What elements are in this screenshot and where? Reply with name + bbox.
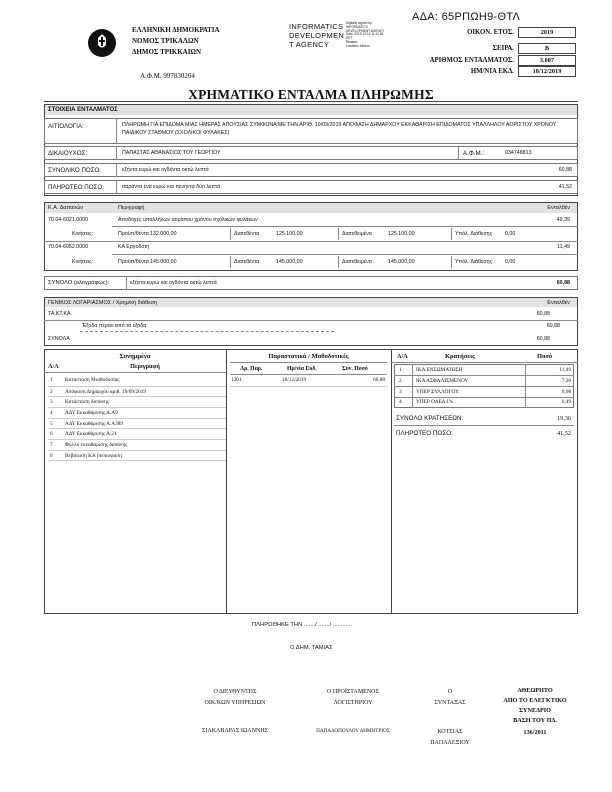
deduction-desc: ΥΠΕΡ ΣΥΛΛΟΓΟΥ: [416, 389, 459, 395]
diatetheneo-value: 145.000,00: [388, 259, 415, 265]
attachment-desc: Φύλλο εκκαθάρισης δαπάνης: [65, 442, 128, 449]
deductions-total-value: 19,36: [557, 415, 571, 422]
org-line-country: ΕΛΛΗΝΙΚΗ ΔΗΜΟΚΡΑΤΙΑ: [132, 26, 220, 34]
total-label: ΣΥΝΟΛΙΚΟ ΠΟΣΟ:: [48, 167, 102, 174]
dikaiouxos-label: ΔΙΚΑΙΟΥΧΟΣ:: [48, 150, 88, 157]
payments-title: Παραστατικά / Μαθοδοτικές: [268, 353, 349, 360]
signer-name: ΠΑΠΑΔΟΠΟΥΛΟΥ ΔΗΜΗΤΡΙΟΣ: [316, 728, 390, 734]
meta-value-series: Β: [518, 43, 576, 54]
expense-code: 70.04-6021.0000: [48, 217, 89, 223]
ledger-row-label: Έξοδα πέραν από τα εξοδα: [82, 323, 147, 329]
deduction-aa: 1: [399, 367, 402, 373]
signer-block: [410, 687, 490, 709]
attachment-aa: 4: [50, 410, 53, 417]
signer-line: DEVELOPMEN: [289, 31, 345, 40]
aitiologia-text: ΠΛΗΡΩΜΗ ΓΙΑ ΕΠΙΔΟΜΑ ΜΙΑΣ ΗΜΕΡΑΣ ΑΠΟΥΣΙΑΣ ΣΥΜΦΩΝΑ ΜΕ ΤΗΝ ΑΡΙΘ. 19/09/2019 ΑΠΟΦΑΣΗ ΔΗΜΑΡΧΟΥ ΕΚΚΑΘΑΡΙΣΗ ΕΠΙΔΟΜΑΤΟΣ ΥΠΑΛΛΗΛΟΥ ΑΟΡΙΣΤΟΥ ΧΡΟΝΟΥ ΠΑΙΔΙΚΟΥ ΣΤΑΘΜΟΥ (ΣΧΟΛΙΚΟΙ ΦΥΛΑΚΕΣ): [122, 122, 557, 136]
col-divider: [338, 256, 339, 268]
row-divider: [394, 397, 574, 398]
payable-label: ΠΛΗΡΩΤΕΟ ΠΟΣΟ:: [48, 184, 104, 191]
signer-block: [298, 687, 408, 709]
row-divider: [394, 386, 574, 387]
paid-date-line: ΠΛΗΡΩΘΗΚΕ ΤΗΝ ......./ ......./ ............: [252, 622, 353, 628]
panel-divider: [226, 349, 227, 614]
expense-desc: ΚΑ Εργοδότη: [118, 244, 150, 250]
signer-name: ΠΑΠΑΛΕΞΙΟΥ: [430, 740, 470, 746]
ypol-value: 0,00: [505, 231, 516, 237]
expense-amount: 11,49: [557, 244, 570, 250]
row-divider: [112, 254, 578, 255]
ypol-label: Υπόλ. Διάθεσης: [455, 231, 493, 237]
meta-label-year: ΟΙΚΟΝ. ΕΤΟΣ.: [467, 29, 514, 36]
signer-name: ΣΙΑΚΑΒΑΡΑΣ ΙΩΑΝΝΗΣ: [201, 728, 269, 734]
header-divider: [391, 362, 578, 363]
total-value: 60,88: [558, 167, 572, 173]
expenses-sum-value: 60,88: [556, 280, 570, 286]
panel-divider: [391, 349, 392, 614]
deduction-aa: 3: [399, 389, 402, 395]
deduction-aa: 4: [399, 399, 402, 405]
signer-line: T AGENCY: [289, 40, 330, 49]
ledger-row-value: 60,88: [536, 311, 550, 317]
signer-role: Ο ΔΙΕΥΘΥΝΤΗΣ: [213, 689, 257, 695]
attachment-aa: 3: [50, 399, 53, 406]
col-divider: [116, 146, 117, 160]
meta-label-series: ΣΕΙΡΑ.: [492, 45, 514, 52]
signature-line: DEVELOPMENT AGENCY: [346, 28, 385, 33]
expenses-sum-row: [44, 276, 578, 290]
ypol-value: 0,00: [505, 259, 516, 265]
signature-line: Reason:: [346, 39, 358, 44]
diat-value: 125.100,00: [276, 231, 303, 237]
ada-code: ΑΔΑ: 65ΡΠΩΗ9-ΘΤΛ: [412, 11, 521, 23]
signer-name: ΚΟΤΣΙΑΣ: [437, 729, 463, 735]
list-item: [48, 439, 226, 450]
ledger-title: ΓΕΝΙΚΟΣ ΛΟΓΑΡΙΑΣΜΟΣ / Χρημ/κή διάθεση: [48, 300, 158, 306]
row-divider: [44, 241, 578, 242]
signer-name-block: [289, 22, 344, 49]
budget-value: 132.000,00: [150, 231, 177, 237]
signer-role: ΣΥΝΤΑΞΑΣ: [434, 700, 466, 706]
dikaiouxos-afm-label: Α.Φ.Μ.:: [463, 150, 485, 157]
expenses-sum-label: ΣΥΝΟΛΟ (ολογράφως):: [48, 280, 110, 286]
payment-amount: 60,88: [373, 377, 385, 383]
attachment-aa: 6: [50, 431, 53, 438]
col-divider: [230, 228, 231, 240]
header-divider: [230, 374, 387, 375]
attachment-desc: Απόφαση Δημάρχου αριθ. 19/09/2019: [65, 388, 147, 395]
cashier-label: Ο ΔΗΜ. ΤΑΜΙΑΣ: [290, 645, 333, 651]
dikaiouxos-name: ΠΑΠΑΣΤΑΣ ΑΘΑΝΑΣΙΟΣ ΤΟΥ ΓΕΩΡΓΙΟΥ: [122, 150, 221, 156]
payments-col-date: Ημ/νία Εκδ.: [287, 366, 317, 372]
attachments-col-desc: Περιγραφή: [130, 363, 160, 370]
col-divider: [338, 228, 339, 240]
ledger-col-amount: Ενταλθέν: [547, 300, 570, 306]
ledger-total-value: 60,88: [536, 336, 550, 342]
row-divider: [44, 320, 578, 321]
signer-block: [180, 687, 290, 709]
diatetheneo-value: 125.100,00: [388, 231, 415, 237]
signer-name-block: [410, 727, 490, 749]
list-item: [48, 418, 226, 429]
expense-desc: Αποδοχές υπαλλήλων αορίστου χρόνου σχολικών φυλάκων: [118, 217, 258, 223]
meta-label-number: ΑΡΙΘΜΟΣ ΕΝΤΑΛΜΑΤΟΣ.: [429, 57, 514, 64]
budget-value: 145.000,00: [150, 259, 177, 265]
page-title: ΧΡΗΜΑΤΙΚΟ ΕΝΤΑΛΜΑ ΠΛΗΡΩΜΗΣ: [188, 87, 434, 102]
attachments-list: [48, 375, 226, 461]
diat-label: Διατεθέντα: [234, 231, 260, 237]
ypol-label: Υπόλ. Διάθεσης: [455, 259, 493, 265]
payable-value: 41,52: [558, 184, 572, 190]
org-afm: Α.Φ.Μ. 997830264: [140, 72, 195, 80]
deduction-desc: ΙΚΑ ΑΣΦΑΛΙΣΜΕΝΟΥ: [416, 378, 469, 384]
audit-line: ΑΠΟ ΤΟ ΕΛΕΓΚΤΙΚΟ: [503, 697, 567, 704]
deduction-aa: 2: [399, 378, 402, 384]
diat-value: 145.000,00: [276, 259, 303, 265]
payments-col-num: Αρ. Παρ.: [240, 366, 263, 372]
attachment-aa: 8: [50, 452, 53, 459]
diatetheneo-label: Διατεθειμένα: [342, 259, 372, 265]
row-divider: [394, 375, 574, 376]
list-item: [48, 386, 226, 397]
audit-line: 136/2011: [523, 729, 547, 736]
col-divider: [116, 180, 117, 194]
col-divider: [230, 256, 231, 268]
budget-label: Προϋπ/θέντα: [118, 231, 149, 237]
org-line-prefecture: ΝΟΜΟΣ ΤΡΙΚΑΛΩΝ: [132, 37, 199, 45]
attachment-aa: 7: [50, 442, 53, 449]
row-divider: [394, 425, 574, 426]
attachment-desc: ΑΔΥ Εκκαθάρισης Α.Α9: [65, 410, 118, 417]
signer-role: Ο: [447, 689, 453, 695]
col-divider: [126, 276, 127, 290]
header-divider: [230, 362, 387, 363]
payable-words: σαράντα ένα ευρώ και πενήντα δύο λεπτά: [122, 184, 221, 190]
audit-line: ΣΥΝΕΔΡΙΟ: [519, 707, 551, 714]
deductions-col-aa: Α/Α: [397, 353, 408, 360]
payment-date: 18/12/2019: [282, 377, 307, 383]
dashed-divider: [80, 331, 334, 332]
details-header-bar: [45, 105, 577, 115]
attachment-desc: Κατάσταση Μισθοδοσίας: [65, 377, 120, 383]
row-divider: [230, 386, 387, 387]
kiniseis-label: Κινήσεις:: [72, 231, 94, 237]
attachment-desc: Κατάσταση δαπάνης: [65, 399, 109, 406]
meta-value-number: 3.087: [518, 55, 576, 66]
col-divider: [451, 228, 452, 240]
org-line-municipality: ΔΗΜΟΣ ΤΡΙΚΚΑΙΩΝ: [132, 48, 202, 56]
audit-note: [490, 686, 580, 738]
signature-line: Date: 2019.12.19 11:11:36: [346, 32, 384, 37]
deduction-amount: 0,49: [561, 399, 571, 405]
row-divider: [112, 226, 578, 227]
attachment-aa: 1: [50, 377, 53, 383]
expense-amount: 49,39: [556, 217, 570, 223]
meta-value-year: 2019: [518, 27, 576, 38]
payments-col-amount: Συν. Ποσό: [342, 366, 368, 372]
signature-line: EET: [346, 36, 353, 41]
signer-line: INFORMATICS: [289, 22, 344, 31]
list-item: [48, 407, 226, 418]
expenses-col-desc: Περιγραφή: [118, 205, 145, 211]
payment-num: 1301: [231, 377, 242, 383]
list-item: [48, 375, 226, 386]
signer-role: ΟΙΚ/ΚΩΝ ΥΠΗΡΕΣΙΩΝ: [204, 700, 266, 706]
org-block: [132, 25, 220, 58]
audit-line: ΒΑΣΗ ΤΟΥ ΠΔ.: [513, 717, 557, 724]
budget-label: Προϋπ/θέντα: [118, 259, 149, 265]
col-divider: [116, 163, 117, 177]
ledger-row-label: ΤΑ.ΚΤ.ΚΑ.: [48, 311, 73, 317]
list-item: [48, 396, 226, 407]
col-divider: [451, 256, 452, 268]
signature-line: INFORMATICS: [346, 24, 368, 29]
greek-emblem-icon: [88, 29, 116, 57]
attachment-desc: ΑΔΥ Εκκαθάρισης Α.21: [65, 431, 117, 438]
deduction-amount: 0,08: [561, 389, 571, 395]
deductions-payable-value: 41,52: [557, 430, 571, 437]
meta-label-date: ΗΜ/ΝΙΑ ΕΚΔ.: [470, 68, 514, 75]
expense-code: 70.04-6052.0000: [48, 244, 89, 250]
ledger-total-label: ΣΥΝΟΛΑ: [48, 336, 70, 342]
expenses-col-amount: Ενταλθέν: [547, 205, 570, 211]
aitiologia-label: ΑΙΤΙΟΛΟΓΙΑ:: [48, 123, 84, 130]
dikaiouxos-afm: 034748813: [505, 150, 532, 156]
signature-line: Location: Athens: [346, 43, 370, 48]
signer-role: ΛΟΓΙΣΤΗΡΙΟΥ: [333, 700, 373, 706]
list-item: [48, 428, 226, 439]
audit-line: ΑΘΕΩΡΗΤΟ: [517, 687, 553, 694]
col-divider: [116, 118, 117, 144]
attachment-desc: ΑΔΥ Εκκαθάρισης Α.Α389: [65, 420, 124, 427]
details-section-title: ΣΤΟΙΧΕΙΑ ΕΝΤΑΛΜΑΤΟΣ: [48, 107, 118, 113]
title-divider: [44, 101, 578, 102]
deductions-total-label: ΣΥΝΟΛΟ ΚΡΑΤΗΣΕΩΝ:: [396, 415, 464, 422]
kiniseis-label: Κινήσεις:: [72, 259, 94, 265]
deduction-desc: ΥΠΕΡ ΟΑΕΔ 1%: [416, 399, 454, 405]
expenses-col-code: Κ.Α. Δαπανών: [48, 205, 84, 211]
deductions-payable-label: ΠΛΗΡΩΤΕΟ ΠΟΣΟ:: [396, 430, 453, 437]
diatetheneo-label: Διατεθειμένα: [342, 231, 372, 237]
total-words: εξήντα ευρώ και ογδόντα οκτώ λεπτά: [122, 167, 209, 173]
attachments-col-aa: Α/Α: [48, 363, 59, 370]
header-divider: [44, 372, 226, 373]
col-divider: [458, 146, 459, 160]
signature-line: Digitally signed by: [346, 21, 372, 25]
expenses-sum-words: εξήντα ευρώ και ογδόντα οκτώ λεπτά: [130, 280, 217, 286]
deduction-amount: 11,49: [559, 367, 571, 373]
ledger-row-value: 60,88: [546, 323, 560, 329]
deductions-col-amount: Ποσό: [537, 353, 553, 360]
attachments-title: Συνημμένα: [119, 353, 151, 360]
diat-label: Διατεθέντα: [234, 259, 260, 265]
attachment-aa: 2: [50, 388, 53, 395]
attachment-aa: 5: [50, 420, 53, 427]
signer-role: Ο ΠΡΟΪΣΤΑΜΕΝΟΣ: [326, 689, 379, 695]
meta-value-date: 18/12/2019: [518, 66, 576, 77]
deduction-amount: 7,30: [561, 378, 571, 384]
list-item: [48, 450, 226, 461]
attachment-desc: Βεβαίωση ΚΑ (πεπίσφαση: [65, 452, 122, 459]
deduction-desc: ΙΚΑ ΕΝΣΩΜΑΤΩΣΗ: [416, 367, 463, 373]
deductions-title: Κρατήσεις: [445, 353, 475, 360]
